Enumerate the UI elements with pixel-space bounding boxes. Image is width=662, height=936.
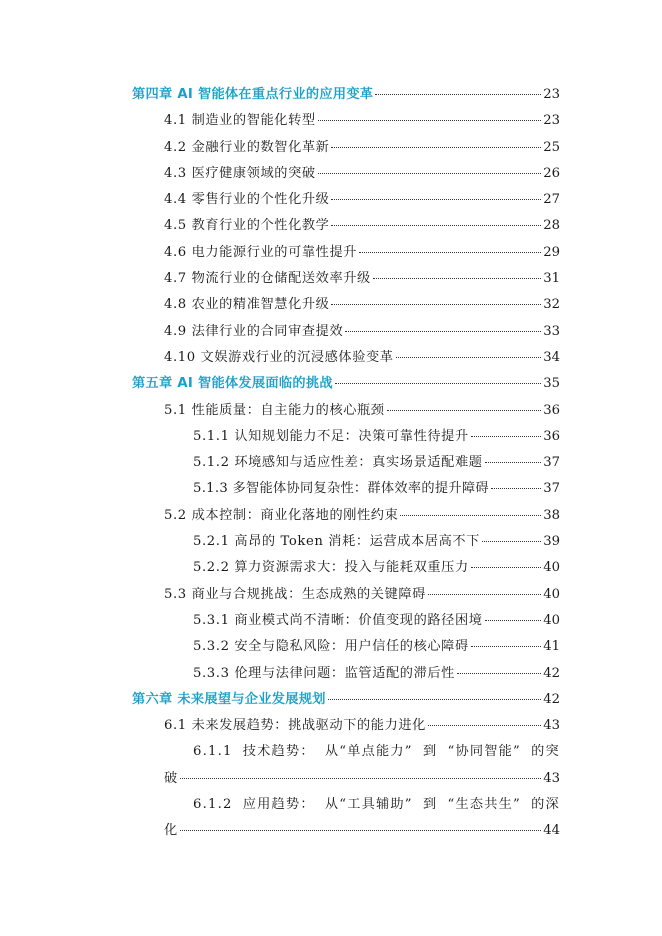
entry-title-part: 的突 <box>531 744 560 760</box>
table-of-contents <box>0 83 662 846</box>
entry-title-part: 到 <box>422 797 438 813</box>
page-number: 32 <box>543 297 560 313</box>
toc-entry-5-1-2[interactable] <box>0 451 662 477</box>
entry-title-continued: 破 <box>164 770 178 786</box>
dot-leader <box>331 199 541 200</box>
entry-title-part: 的深 <box>531 797 560 813</box>
page-number: 43 <box>543 718 560 734</box>
page-number: 26 <box>543 165 560 181</box>
page-number: 29 <box>543 244 560 260</box>
entry-title: 4.1 制造业的智能化转型 <box>164 113 316 129</box>
toc-entry-4-7[interactable] <box>0 267 662 293</box>
entry-title: 第四章 AI 智能体在重点行业的应用变革 <box>132 87 374 102</box>
toc-entry-6-1-1-line1[interactable] <box>0 740 662 766</box>
toc-entry-5-3[interactable] <box>0 583 662 609</box>
toc-entry-4-4[interactable] <box>0 188 662 214</box>
page-number: 28 <box>543 218 560 234</box>
entry-title-part: 6.1.1 <box>193 744 233 760</box>
dot-leader <box>180 830 541 831</box>
dot-leader <box>471 567 541 568</box>
dot-leader <box>471 436 541 437</box>
entry-title: 4.6 电力能源行业的可靠性提升 <box>164 244 358 260</box>
entry-title: 第五章 AI 智能体发展面临的挑战 <box>132 376 333 392</box>
entry-title: 5.1 性能质量：自主能力的核心瓶颈 <box>164 402 385 418</box>
toc-entry-4-9[interactable] <box>0 320 662 346</box>
page-number: 44 <box>543 823 560 839</box>
entry-title-part: 6.1.2 <box>193 797 233 813</box>
entry-title: 6.1 未来发展趋势：挑战驱动下的能力进化 <box>164 718 426 734</box>
toc-entry-6-1-2-line1[interactable] <box>0 793 662 819</box>
toc-entry-4-2[interactable] <box>0 136 662 162</box>
page-number: 37 <box>543 481 560 497</box>
entry-title-part: 从“单点能力” <box>324 744 413 760</box>
toc-entry-5-3-1[interactable] <box>0 609 662 635</box>
dot-leader <box>428 594 541 595</box>
page-number: 31 <box>543 271 560 287</box>
page-number: 33 <box>543 323 560 339</box>
page-number: 40 <box>543 612 560 628</box>
dot-leader <box>373 278 541 279</box>
dot-leader <box>318 120 542 121</box>
toc-entry-4-8[interactable] <box>0 293 662 319</box>
dot-leader <box>375 94 541 95</box>
entry-title-part: 到 <box>422 744 438 760</box>
toc-entry-5-1-1[interactable] <box>0 425 662 451</box>
dot-leader <box>485 620 542 621</box>
dot-leader <box>335 383 541 384</box>
page-number: 34 <box>543 349 560 365</box>
dot-leader <box>485 462 542 463</box>
entry-title-part: “协同智能” <box>447 744 521 760</box>
toc-entry-5-1[interactable] <box>0 399 662 425</box>
entry-title: 5.3.1 商业模式尚不清晰：价值变现的路径困境 <box>193 612 483 628</box>
entry-title: 4.7 物流行业的仓储配送效率升级 <box>164 271 371 287</box>
entry-title: 4.8 农业的精准智慧化升级 <box>164 297 330 313</box>
entry-title: 第六章 未来展望与企业发展规划 <box>132 691 326 707</box>
page-number: 41 <box>543 639 560 655</box>
dot-leader <box>396 357 542 358</box>
dot-leader <box>331 304 541 305</box>
toc-entry-chapter-6[interactable] <box>0 688 662 714</box>
page-number: 35 <box>543 376 560 392</box>
dot-leader <box>471 646 541 647</box>
dot-leader <box>331 225 541 226</box>
page-number: 42 <box>543 691 560 707</box>
toc-entry-5-3-3[interactable] <box>0 662 662 688</box>
toc-entry-6-1[interactable] <box>0 714 662 740</box>
toc-entry-4-10[interactable] <box>0 346 662 372</box>
entry-title: 5.3.2 安全与隐私风险：用户信任的核心障碍 <box>193 639 469 655</box>
page-number: 23 <box>543 87 560 102</box>
page-number: 42 <box>543 665 560 681</box>
entry-title-part: 应用趋势： <box>242 797 315 813</box>
entry-title: 5.1.2 环境感知与适应性差：真实场景适配难题 <box>193 455 483 471</box>
entry-title: 4.9 法律行业的合同审查提效 <box>164 323 344 339</box>
entry-title-part: “生态共生” <box>447 797 521 813</box>
entry-title: 5.1.3 多智能体协同复杂性：群体效率的提升障碍 <box>193 481 489 497</box>
page-number: 36 <box>543 428 560 444</box>
dot-leader <box>387 410 542 411</box>
toc-entry-chapter-5[interactable] <box>0 372 662 398</box>
dot-leader <box>457 673 541 674</box>
page-number: 40 <box>543 560 560 576</box>
toc-entry-5-2-2[interactable] <box>0 556 662 582</box>
entry-title: 5.3.3 伦理与法律问题：监管适配的滞后性 <box>193 665 455 681</box>
dot-leader <box>180 778 541 779</box>
page-number: 36 <box>543 402 560 418</box>
dot-leader <box>491 488 541 489</box>
toc-entry-5-3-2[interactable] <box>0 635 662 661</box>
toc-entry-6-1-2-line2[interactable] <box>0 819 662 845</box>
entry-title: 5.3 商业与合规挑战：生态成熟的关键障碍 <box>164 586 426 602</box>
dot-leader <box>400 515 541 516</box>
page-number: 27 <box>543 192 560 208</box>
toc-entry-4-6[interactable] <box>0 241 662 267</box>
toc-entry-chapter-4[interactable] <box>0 83 662 109</box>
entry-title: 5.2 成本控制：商业化落地的刚性约束 <box>164 507 399 523</box>
page-number: 23 <box>543 113 560 129</box>
toc-entry-5-2[interactable] <box>0 504 662 530</box>
page-number: 43 <box>543 770 560 786</box>
entry-title: 5.2.2 算力资源需求大：投入与能耗双重压力 <box>193 560 469 576</box>
dot-leader <box>318 173 542 174</box>
toc-entry-4-5[interactable] <box>0 214 662 240</box>
entry-title: 4.4 零售行业的个性化升级 <box>164 192 330 208</box>
page-number: 39 <box>543 534 560 550</box>
entry-title-continued: 化 <box>164 823 178 839</box>
entry-title: 4.10 文娱游戏行业的沉浸感体验变革 <box>164 349 394 365</box>
entry-title: 5.2.1 高昂的 Token 消耗：运营成本居高不下 <box>193 534 480 550</box>
dot-leader <box>331 147 541 148</box>
dot-leader <box>345 331 541 332</box>
page-number: 25 <box>543 139 560 155</box>
toc-entry-4-3[interactable] <box>0 162 662 188</box>
page-number: 38 <box>543 507 560 523</box>
entry-title-part: 技术趋势： <box>242 744 315 760</box>
entry-title: 4.2 金融行业的数智化革新 <box>164 139 330 155</box>
toc-entry-6-1-1-line2[interactable] <box>0 767 662 793</box>
page-number: 37 <box>543 455 560 471</box>
dot-leader <box>428 725 541 726</box>
page-number: 40 <box>543 586 560 602</box>
toc-entry-5-1-3[interactable] <box>0 477 662 503</box>
dot-leader <box>359 252 541 253</box>
entry-title-part: 从“工具辅助” <box>324 797 413 813</box>
entry-title: 4.3 医疗健康领域的突破 <box>164 165 316 181</box>
dot-leader <box>328 699 542 700</box>
dot-leader <box>482 541 541 542</box>
toc-entry-5-2-1[interactable] <box>0 530 662 556</box>
entry-title: 5.1.1 认知规划能力不足：决策可靠性待提升 <box>193 428 469 444</box>
entry-title: 4.5 教育行业的个性化教学 <box>164 218 330 234</box>
toc-entry-4-1[interactable] <box>0 109 662 135</box>
